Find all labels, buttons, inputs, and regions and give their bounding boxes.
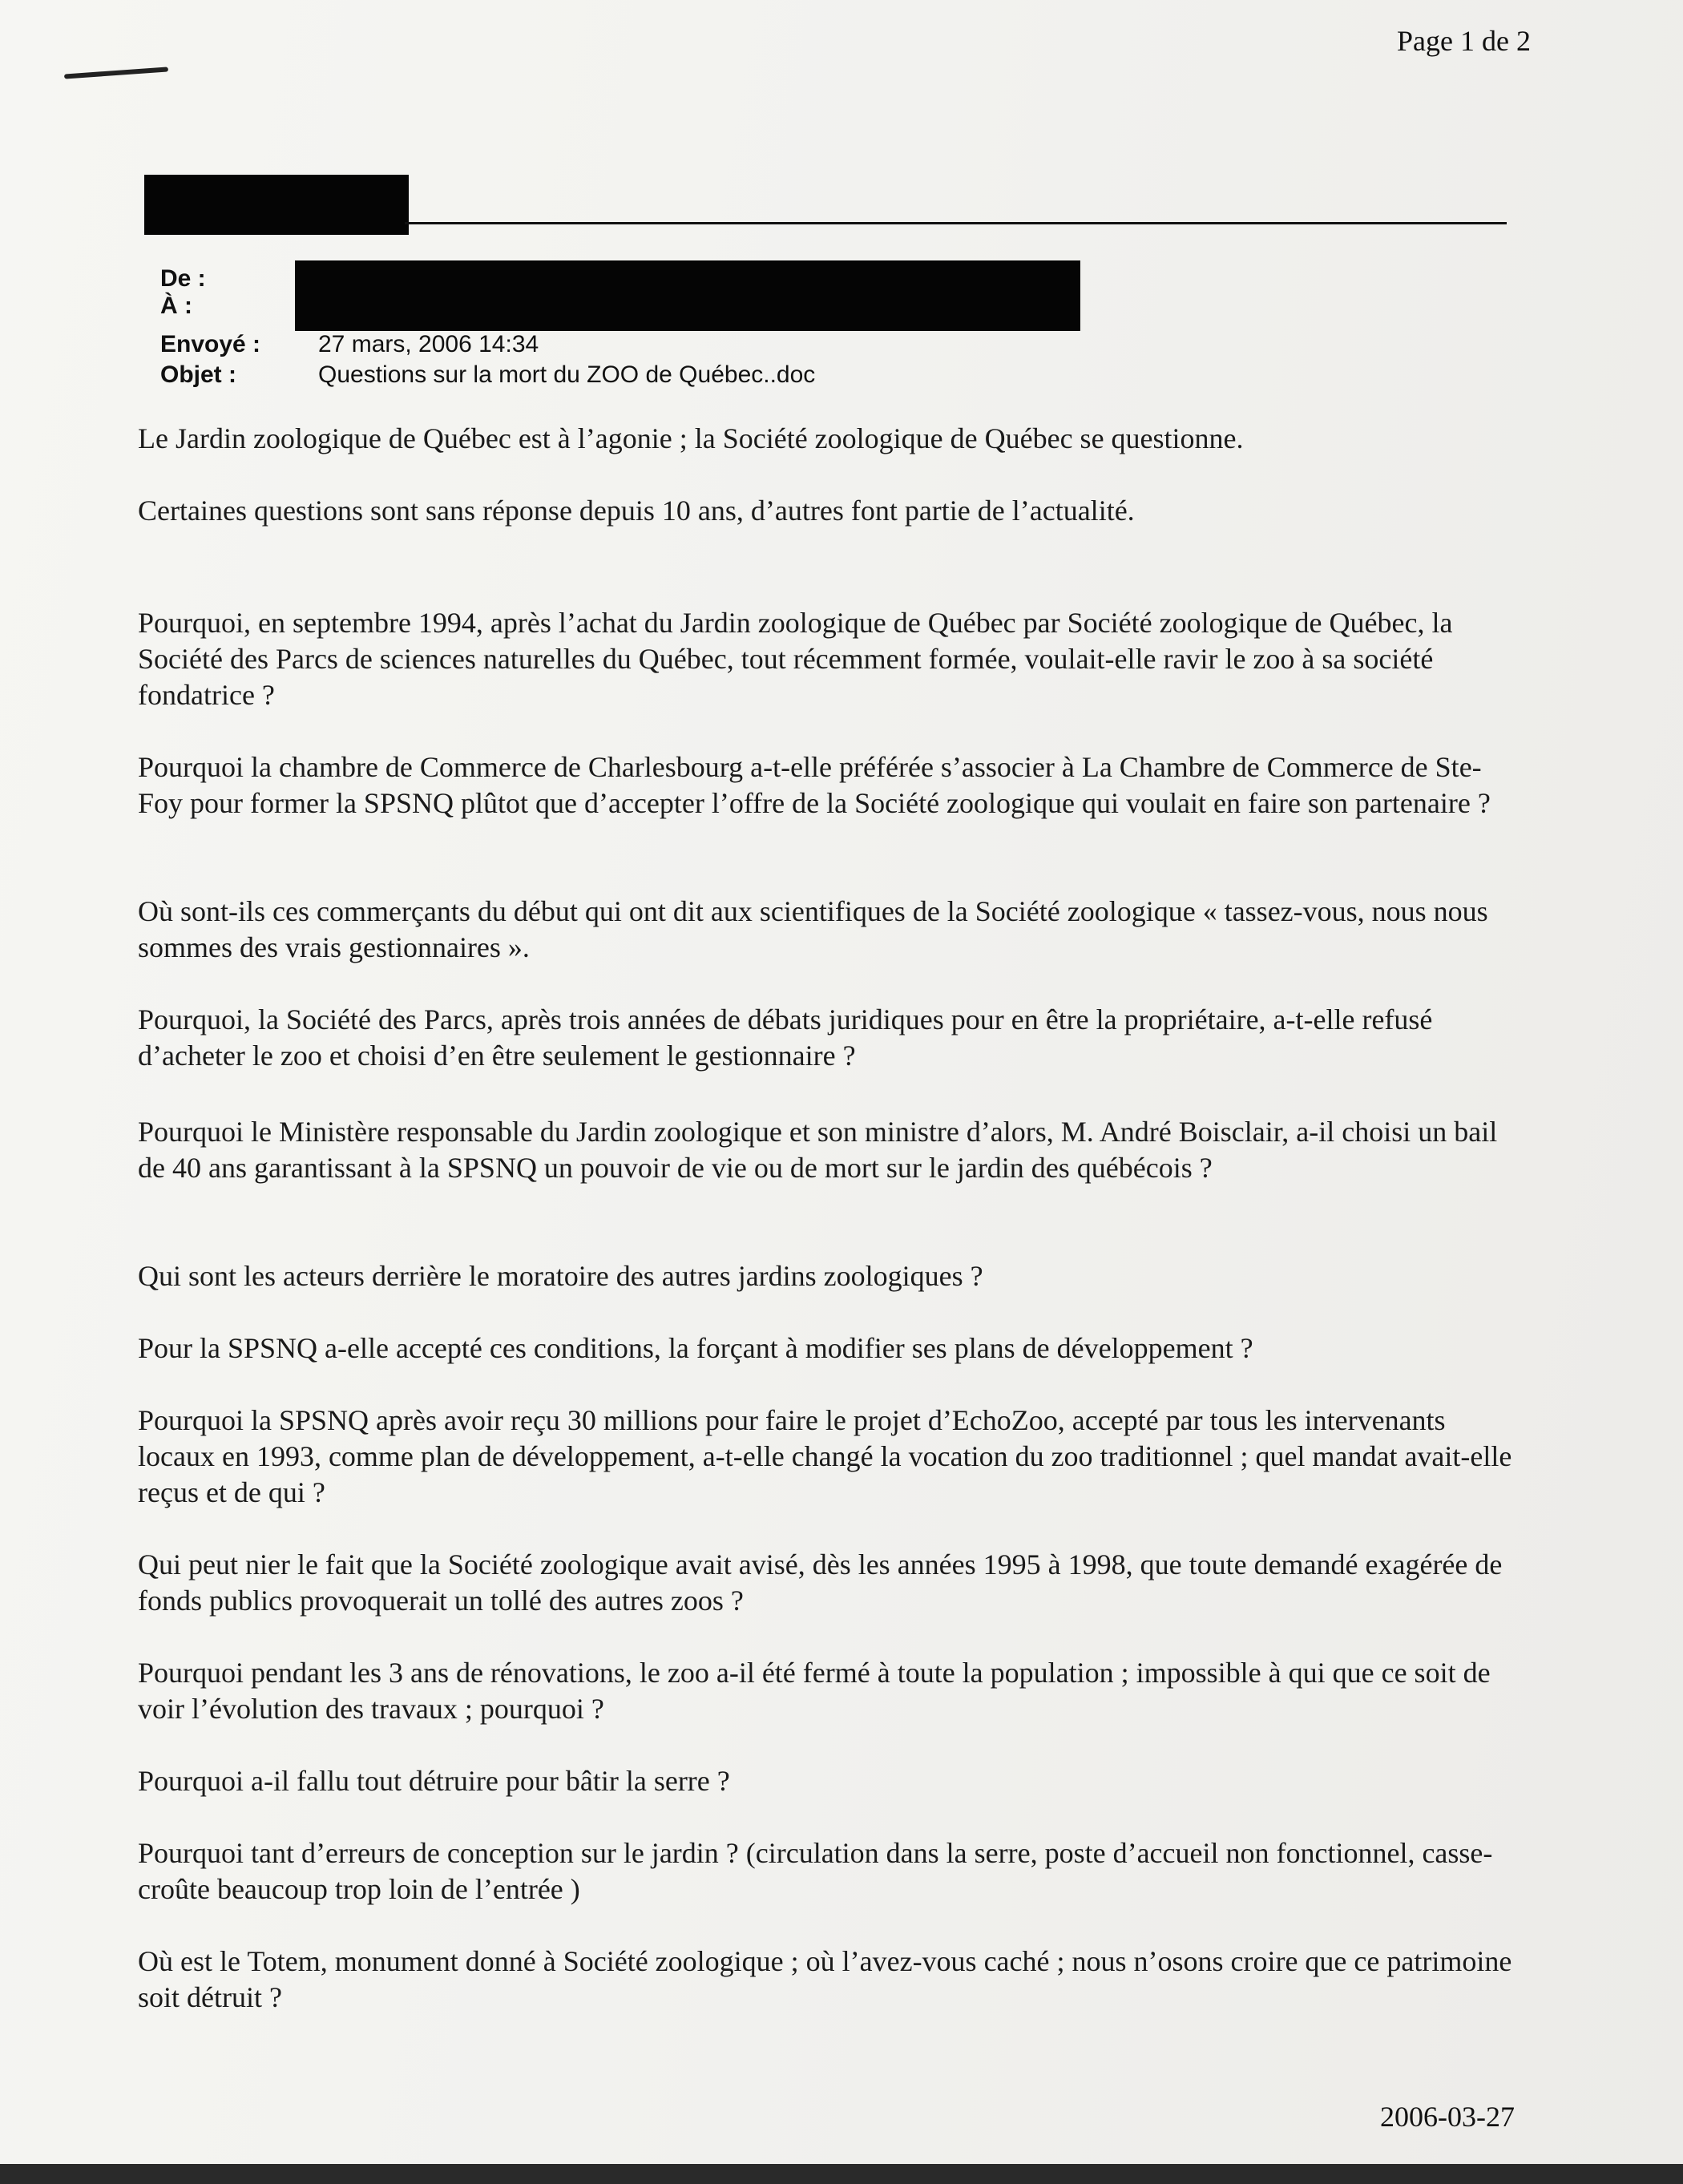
- subject-label: Objet :: [160, 361, 236, 388]
- page-indicator: Page 1 de 2: [1397, 25, 1531, 57]
- footer-date: 2006-03-27: [1380, 2101, 1515, 2133]
- question-paragraph: Pourquoi, en septembre 1994, après l’achat du Jardin zoologique de Québec par Société zoologique de Québec, la Société des Parcs de sciences naturelles du Québec, tout récemment formée, voulait-elle ravir le zoo à sa société fondatrice ?: [138, 607, 1453, 711]
- pen-mark: [64, 67, 168, 79]
- question-paragraph: Qui sont les acteurs derrière le moratoire des autres jardins zoologiques ?: [138, 1260, 983, 1292]
- question-paragraph: Pourquoi tant d’erreurs de conception sur le jardin ? (circulation dans la serre, poste d’accueil non fonctionnel, casse-croûte beaucoup trop loin de l’entrée ): [138, 1837, 1493, 1905]
- sent-label: Envoyé :: [160, 331, 261, 357]
- paragraph-intro: Le Jardin zoologique de Québec est à l’agonie ; la Société zoologique de Québec se questionne.: [138, 422, 1244, 454]
- sent-value: 27 mars, 2006 14:34: [318, 331, 539, 357]
- question-paragraph: Où sont-ils ces commerçants du début qui ont dit aux scientifiques de la Société zoologique « tassez-vous, nous nous sommes des vrais gestionnaires ».: [138, 895, 1488, 963]
- question-paragraph: Pourquoi, la Société des Parcs, après trois années de débats juridiques pour en être la propriétaire, a-t-elle refusé d’acheter le zoo et choisi d’en être seulement le gestionnaire ?: [138, 1003, 1433, 1072]
- question-paragraph: Pourquoi le Ministère responsable du Jardin zoologique et son ministre d’alors, M. André Boisclair, a-il choisi un bail de 40 ans garantissant à la SPSNQ un pouvoir de vie ou de mort sur le jardin des québécois ?: [138, 1116, 1498, 1184]
- question-paragraph: Pourquoi la chambre de Commerce de Charlesbourg a-t-elle préférée s’associer à La Chambre de Commerce de Ste-Foy pour former la SPSNQ plûtot que d’accepter l’offre de la Société zoologique qui voulait en faire son partenaire ?: [138, 751, 1491, 819]
- to-label: À :: [160, 293, 192, 319]
- question-paragraph: Où est le Totem, monument donné à Société zoologique ; où l’avez-vous caché ; nous n’osons croire que ce patrimoine soit détruit ?: [138, 1945, 1512, 2013]
- paragraph-context: Certaines questions sont sans réponse depuis 10 ans, d’autres font partie de l’actualité.: [138, 495, 1135, 527]
- redacted-recipients: [295, 260, 1080, 331]
- question-paragraph: Pour la SPSNQ a-elle accepté ces conditions, la forçant à modifier ses plans de développement ?: [138, 1332, 1253, 1364]
- redacted-sender-name: [144, 175, 409, 235]
- question-paragraph: Pourquoi pendant les 3 ans de rénovations, le zoo a-il été fermé à toute la population ; impossible à qui que ce soit de voir l’évolution des travaux ; pourquoi ?: [138, 1657, 1491, 1725]
- subject-value: Questions sur la mort du ZOO de Québec..doc: [318, 361, 816, 388]
- from-label: De :: [160, 265, 206, 292]
- question-paragraph: Pourquoi la SPSNQ après avoir reçu 30 millions pour faire le projet d’EchoZoo, accepté par tous les intervenants locaux en 1993, comme plan de développement, a-t-elle changé la vocation du zoo traditionnel ; quel mandat avait-elle reçus et de qui ?: [138, 1404, 1512, 1508]
- scan-edge: [0, 2164, 1683, 2184]
- question-paragraph: Pourquoi a-il fallu tout détruire pour bâtir la serre ?: [138, 1765, 730, 1797]
- header-divider: [405, 222, 1507, 224]
- question-paragraph: Qui peut nier le fait que la Société zoologique avait avisé, dès les années 1995 à 1998, que toute demandé exagérée de fonds publics provoquerait un tollé des autres zoos ?: [138, 1548, 1503, 1617]
